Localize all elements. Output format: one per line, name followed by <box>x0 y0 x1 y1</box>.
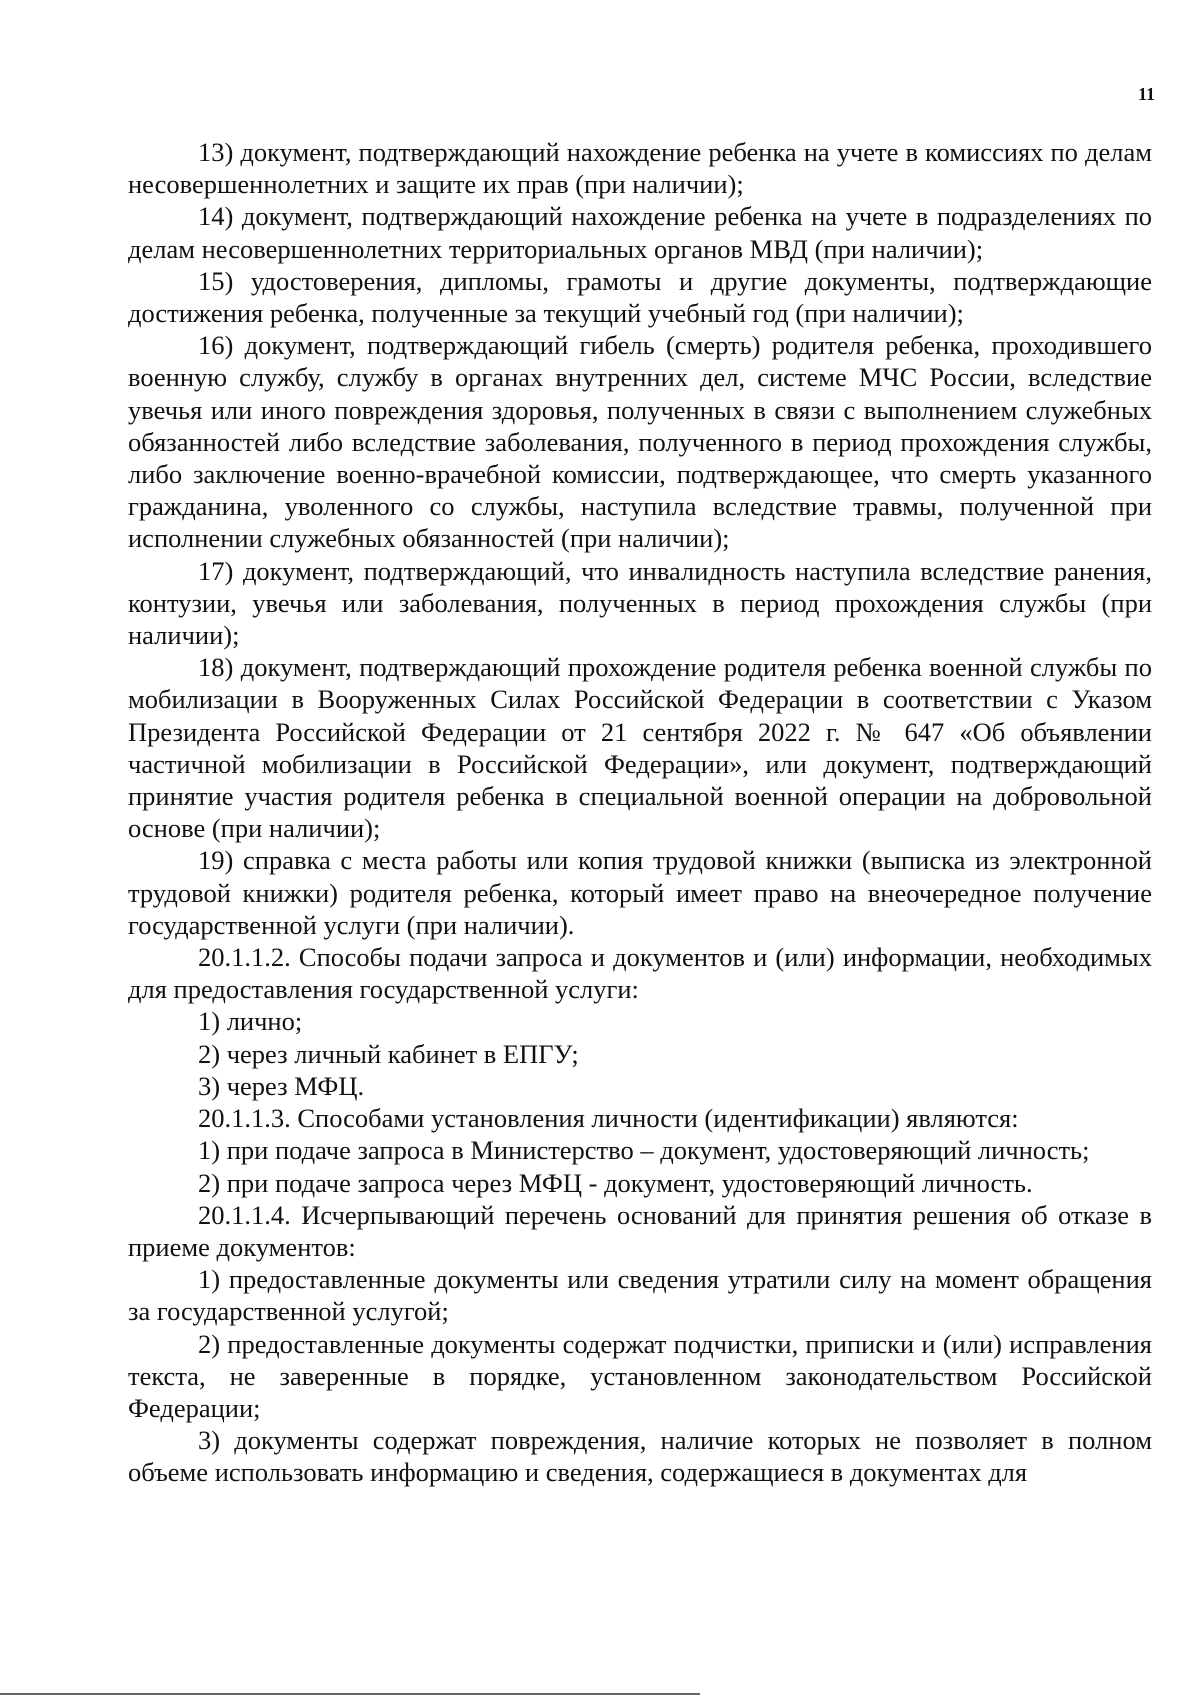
item-17-paragraph: 17) документ, подтверждающий, что инвалидность наступила вследствие ранения, контузии, увечья или заболевания, полученных в период прохождения службы (при наличии); <box>128 555 1152 651</box>
refusal-ground-1: 1) предоставленные документы или сведения утратили силу на момент обращения за государственной услугой; <box>128 1264 1152 1327</box>
document-body <box>128 136 1152 1489</box>
section-20-1-1-2-heading: 20.1.1.2. Способы подачи запроса и документов и (или) информации, необходимых для предоставления государственной услуги: <box>128 942 1152 1005</box>
identification-method-2: 2) при подаче запроса через МФЦ - документ, удостоверяющий личность. <box>198 1167 1033 1198</box>
item-19-paragraph: 19) справка с места работы или копия трудовой книжки (выписка из электронной трудовой книжки) родителя ребенка, который имеет право на внеочередное получение государственной услуги (при наличии). <box>128 845 1152 940</box>
item-16-paragraph: 16) документ, подтверждающий гибель (смерть) родителя ребенка, проходившего военную службу, службу в органах внутренних дел, системе МЧС России, вследствие увечья или иного повреждения здоровья, полученных в связи с выполнением служебных обязанностей либо вследствие заболевания, полученного в период прохождения службы, либо заключение военно-врачебной комиссии, подтверждающее, что смерть указанного гражданина, уволенного со службы, наступила вследствие травмы, полученной при исполнении служебных обязанностей (при наличии); <box>128 330 1152 554</box>
section-20-1-1-4-heading: 20.1.1.4. Исчерпывающий перечень оснований для принятия решения об отказе в приеме документов: <box>128 1199 1152 1262</box>
item-14-paragraph: 14) документ, подтверждающий нахождение ребенка на учете в подразделениях по делам несовершеннолетних территориальных органов МВД (при наличии); <box>128 201 1152 264</box>
item-13-paragraph: 13) документ, подтверждающий нахождение ребенка на учете в комиссиях по делам несовершеннолетних и защите их прав (при наличии); <box>128 137 1152 200</box>
identification-method-1: 1) при подаче запроса в Министерство – документ, удостоверяющий личность; <box>198 1135 1090 1166</box>
item-18-paragraph: 18) документ, подтверждающий прохождение родителя ребенка военной службы по мобилизации в Вооруженных Силах Российской Федерации в соответствии с Указом Президента Российской Федерации от 21 сентября 2022 г. № 647 «Об объявлении частичной мобилизации в Российской Федерации», или документ, подтверждающий принятие участия родителя ребенка в специальной военной операции на добровольной основе (при наличии); <box>128 652 1152 844</box>
page-number: 11 <box>1137 84 1155 104</box>
refusal-ground-3: 3) документы содержат повреждения, наличие которых не позволяет в полном объеме использовать информацию и сведения, содержащиеся в документах для <box>128 1425 1152 1488</box>
scan-edge-line <box>0 1693 700 1695</box>
submission-method-1: 1) лично; <box>198 1006 303 1037</box>
item-15-paragraph: 15) удостоверения, дипломы, грамоты и другие документы, подтверждающие достижения ребенка, полученные за текущий учебный год (при наличии); <box>128 265 1152 329</box>
refusal-ground-2: 2) предоставленные документы содержат подчистки, приписки и (или) исправления текста, не заверенные в порядке, установленном законодательством Российской Федерации; <box>128 1328 1152 1423</box>
submission-method-3: 3) через МФЦ. <box>198 1070 365 1101</box>
submission-method-2: 2) через личный кабинет в ЕПГУ; <box>198 1038 579 1069</box>
section-20-1-1-3-heading: 20.1.1.3. Способами установления личности (идентификации) являются: <box>198 1103 1019 1134</box>
